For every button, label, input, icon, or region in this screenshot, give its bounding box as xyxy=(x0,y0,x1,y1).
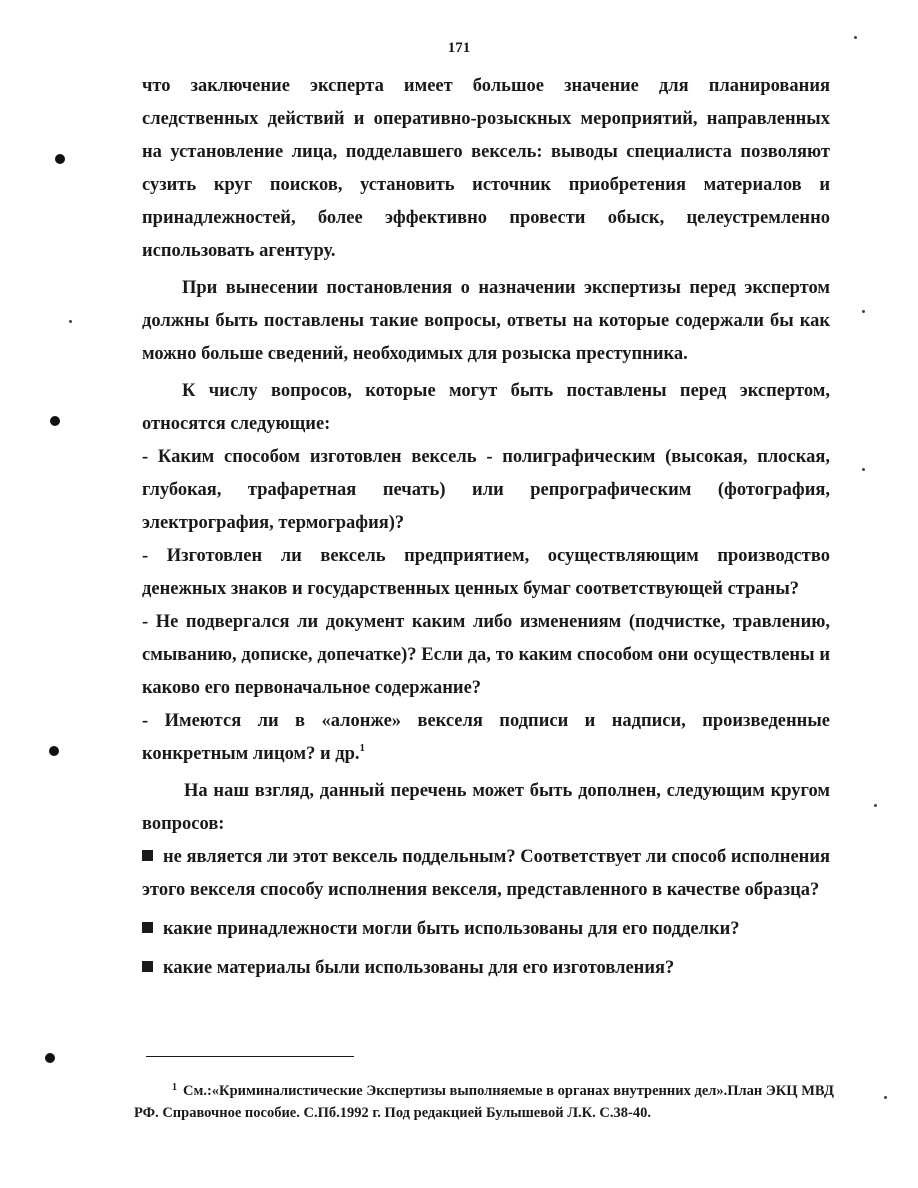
square-item-text: не является ли этот вексель поддельным? Соответствует ли способ исполнения этого векселя способу исполнения векселя, представленного в качестве образца? xyxy=(142,847,830,900)
scan-speck xyxy=(884,1096,887,1099)
square-item-forgery xyxy=(142,841,830,907)
punch-hole-mark xyxy=(49,746,59,756)
paragraph-closing: На наш взгляд, данный перечень может быть дополнен, следующим кругом вопросов: xyxy=(142,781,830,834)
footnote-marker: 1 xyxy=(172,1082,177,1093)
dash-item-allonge-text: - Имеются ли в «алонже» векселя подписи и надписи, произведенные конкретным лицом? и др. xyxy=(142,711,830,764)
square-item-tools xyxy=(142,913,830,946)
punch-hole-mark xyxy=(50,416,60,426)
body-text xyxy=(142,70,830,985)
paragraph-continuation: что заключение эксперта имеет большое значение для планирования следственных действий и оперативно-розыскных мероприятий, направленных на установление лица, подделавшего вексель: выводы специалиста позволяют сузить круг поисков, установить источник приобретения материалов и принадлежностей, более эффективно провести обыск, целеустремленно использовать агентуру. xyxy=(142,76,830,261)
square-item-text: какие материалы были использованы для его изготовления? xyxy=(163,958,675,978)
scan-speck xyxy=(69,320,72,323)
punch-hole-mark xyxy=(45,1053,55,1063)
footnote-divider xyxy=(146,1056,354,1057)
footnote xyxy=(134,1080,834,1124)
square-item-materials xyxy=(142,952,830,985)
punch-hole-mark xyxy=(55,154,65,164)
scan-speck xyxy=(862,310,865,313)
page-number: 171 xyxy=(447,40,471,56)
square-bullet-icon xyxy=(142,850,153,861)
footnote-reference: 1 xyxy=(359,742,366,754)
square-bullet-icon xyxy=(142,922,153,933)
scan-speck xyxy=(854,36,857,39)
paragraph-resolution: При вынесении постановления о назначении экспертизы перед экспертом должны быть поставлены такие вопросы, ответы на которые содержали бы как можно больше сведений, необходимых для розыска преступника. xyxy=(142,278,830,364)
square-bullet-icon xyxy=(142,961,153,972)
dash-item-printing-method: - Каким способом изготовлен вексель - полиграфическим (высокая, плоская, глубокая, трафаретная печать) или репрографическим (фотография, электрография, термография)? xyxy=(142,447,830,533)
scan-speck xyxy=(874,804,877,807)
scan-speck xyxy=(862,468,865,471)
square-item-text: какие принадлежности могли быть использованы для его подделки? xyxy=(163,919,740,939)
paragraph-questions-intro: К числу вопросов, которые могут быть поставлены перед экспертом, относятся следующие: xyxy=(142,381,830,434)
dash-item-manufacturer: - Изготовлен ли вексель предприятием, осуществляющим производство денежных знаков и государственных ценных бумаг соответствующей страны? xyxy=(142,546,830,599)
dash-item-alterations: - Не подвергался ли документ каким либо изменениям (подчистке, травлению, смыванию, дописке, допечатке)? Если да, то каким способом они осуществлены и каково его первоначальное содержание? xyxy=(142,612,830,698)
dash-item-allonge xyxy=(142,705,830,771)
footnote-text: См.:«Криминалистические Экспертизы выполняемые в органах внутренних дел».План ЭКЦ МВД РФ. Справочное пособие. С.Пб.1992 г. Под редакцией Булышевой Л.К. С.38-40. xyxy=(134,1083,834,1121)
